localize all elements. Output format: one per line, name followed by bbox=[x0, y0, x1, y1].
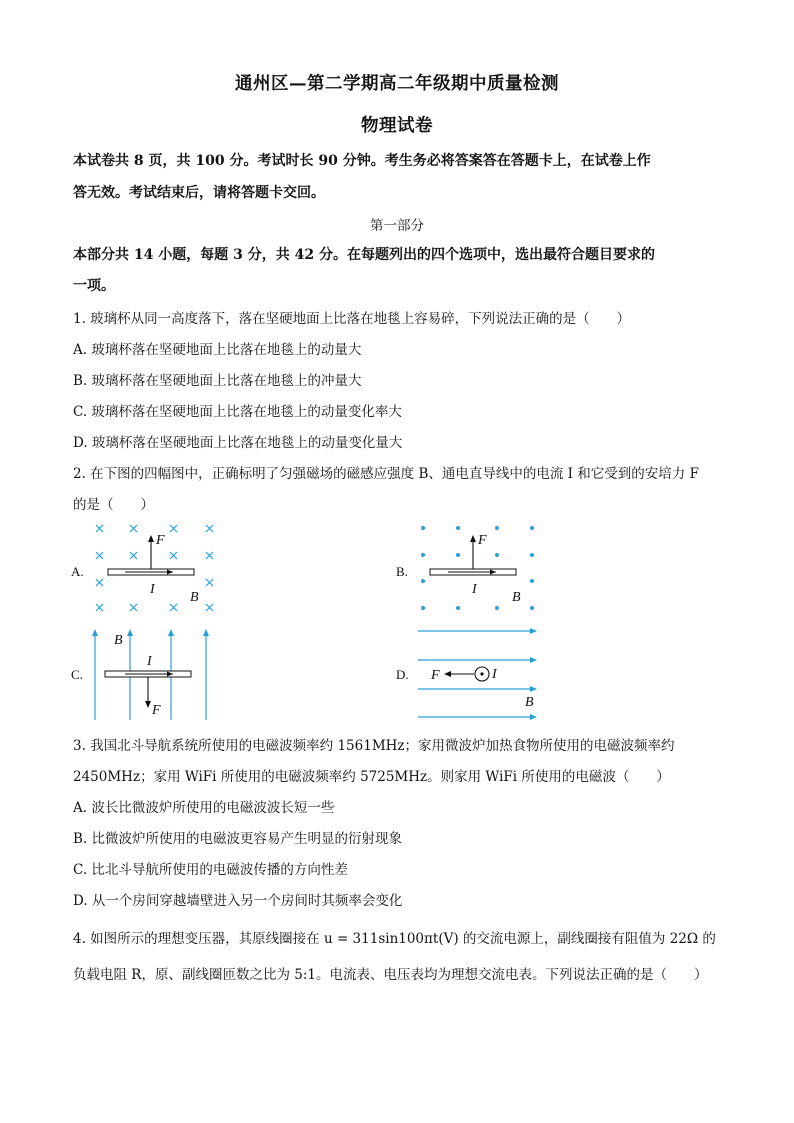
q1-option-b: B. 玻璃杯落在坚硬地面上比落在地毯上的冲量大 bbox=[73, 373, 362, 389]
current-label: I bbox=[472, 582, 477, 597]
diagram-d bbox=[410, 622, 550, 722]
q3-stem-2: 2450MHz；家用 WiFi 所使用的电磁波频率约 5725MHz。则家用 WiFi 所使用的电磁波（ ） bbox=[73, 769, 670, 785]
field-label: B bbox=[190, 590, 199, 605]
field-label: B bbox=[114, 633, 123, 648]
field-label: B bbox=[525, 695, 534, 710]
instructions-line-1: 本试卷共 8 页，共 100 分。考试时长 90 分钟。考生务必将答案答在答题卡上，在试卷上作 bbox=[73, 153, 651, 169]
q2-stem-1: 2. 在下图的四幅图中，正确标明了匀强磁场的磁感应强度 B、通电直导线中的电流 I 和它受到的安培力 F bbox=[73, 466, 699, 482]
q4-stem-1: 4. 如图所示的理想变压器，其原线圈接在 u = 311sin100πt(V) 的交流电源上，副线圈接有阻值为 22Ω 的 bbox=[73, 931, 716, 947]
q3-option-d: D. 从一个房间穿越墙壁进入另一个房间时其频率会变化 bbox=[73, 893, 403, 909]
q2-stem-2: 的是（ ） bbox=[73, 497, 154, 513]
exam-subtitle: 物理试卷 bbox=[361, 116, 433, 136]
instructions-line-2: 答无效。考试结束后，请将答题卡交回。 bbox=[73, 185, 325, 201]
q3-stem-1: 3. 我国北斗导航系统所使用的电磁波频率约 1561MHz；家用微波炉加热食物所使用的电磁波频率约 bbox=[73, 738, 675, 754]
q1-option-a: A. 玻璃杯落在坚硬地面上比落在地毯上的动量大 bbox=[73, 342, 362, 358]
q2-label-d: D. bbox=[396, 667, 409, 682]
current-label: I bbox=[492, 667, 497, 682]
force-label: F bbox=[152, 703, 161, 718]
part1-heading: 第一部分 bbox=[370, 218, 424, 234]
part1-desc-1: 本部分共 14 小题，每题 3 分，共 42 分。在每题列出的四个选项中，选出最符合题目要求的 bbox=[73, 247, 655, 263]
part1-desc-2: 一项。 bbox=[73, 278, 115, 294]
diagram-a bbox=[85, 518, 225, 618]
q1-option-d: D. 玻璃杯落在坚硬地面上比落在地毯上的动量变化量大 bbox=[73, 435, 403, 451]
q2-label-a: A. bbox=[71, 564, 84, 579]
force-label: F bbox=[478, 533, 487, 548]
current-label: I bbox=[150, 582, 155, 597]
q3-option-b: B. 比微波炉所使用的电磁波更容易产生明显的衍射现象 bbox=[73, 831, 403, 847]
force-label: F bbox=[156, 533, 165, 548]
field-label: B bbox=[512, 590, 521, 605]
q3-option-a: A. 波长比微波炉所使用的电磁波波长短一些 bbox=[73, 800, 335, 816]
q1-option-c: C. 玻璃杯落在坚硬地面上比落在地毯上的动量变化率大 bbox=[73, 404, 402, 420]
exam-title: 通州区—第二学期高二年级期中质量检测 bbox=[235, 74, 559, 94]
diagram-b bbox=[410, 518, 550, 618]
diagram-c bbox=[85, 622, 220, 722]
q3-option-c: C. 比北斗导航所使用的电磁波传播的方向性差 bbox=[73, 862, 348, 878]
q1-stem: 1. 玻璃杯从同一高度落下，落在坚硬地面上比落在地毯上容易碎，下列说法正确的是（ ） bbox=[73, 311, 631, 327]
q2-label-b: B. bbox=[396, 564, 408, 579]
force-label: F bbox=[431, 668, 440, 683]
current-label: I bbox=[147, 654, 152, 669]
q4-stem-2: 负载电阻 R，原、副线圈匝数之比为 5:1。电流表、电压表均为理想交流电表。下列说法正确的是（ ） bbox=[73, 967, 708, 983]
q2-label-c: C. bbox=[71, 667, 83, 682]
